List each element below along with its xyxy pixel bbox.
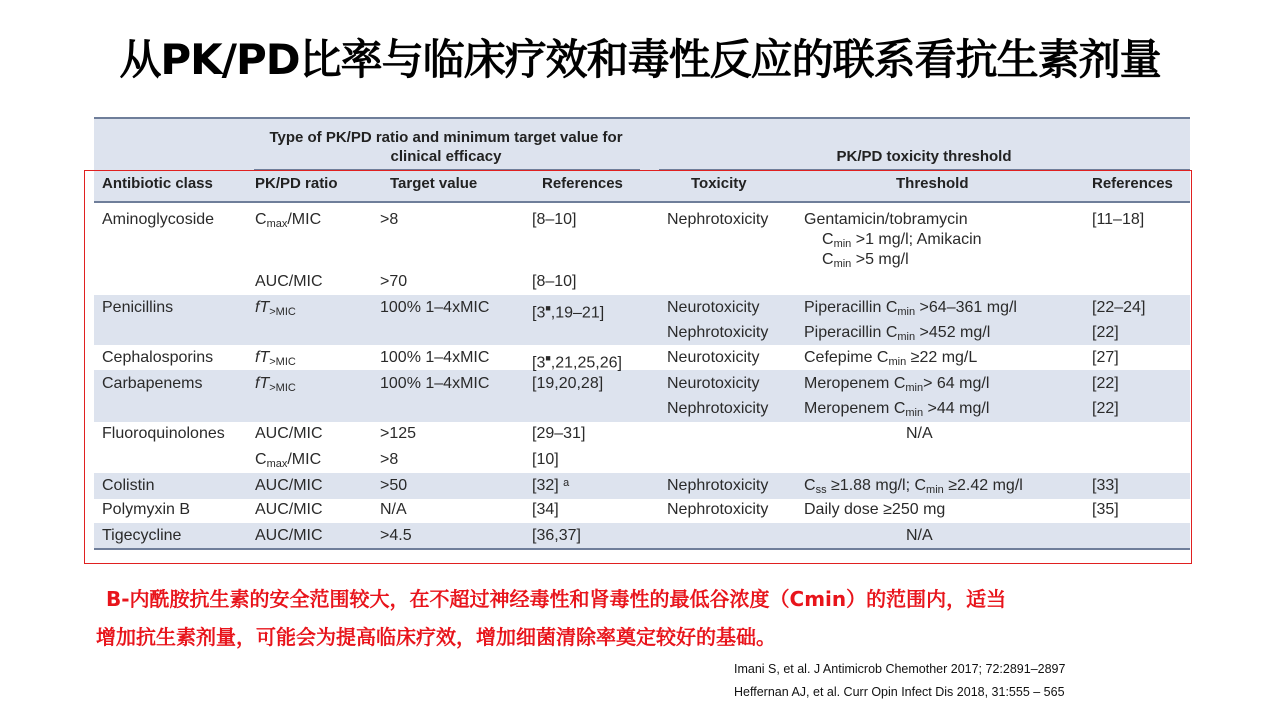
cell-threshold: Piperacillin $C_{min} >452$ mg/l xyxy=(804,324,991,343)
cell-target: >50 xyxy=(380,477,408,494)
cell-toxicity: Neurotoxicity xyxy=(667,299,760,316)
toxicity-group-header: PK/PD toxicity threshold xyxy=(836,148,1012,165)
cell-threshold: Gentamicin/tobramycin xyxy=(804,211,968,228)
cell-refs: [36,37] xyxy=(532,527,581,544)
cell-threshold: Piperacillin $C_{min} >64-361$ mg/l xyxy=(804,299,1017,318)
cell-class: Carbapenems xyxy=(102,375,203,392)
cell-toxicity: Nephrotoxicity xyxy=(667,477,769,494)
cell-target: >4.5 xyxy=(380,527,412,544)
cell-toxicity: Nephrotoxicity xyxy=(667,501,769,518)
cell-refs: [8–10] xyxy=(532,273,577,290)
cell-tox-refs: [22] xyxy=(1092,375,1119,392)
cell-tox-refs: [27] xyxy=(1092,349,1119,366)
cell-class: Penicillins xyxy=(102,299,174,316)
cell-threshold: $C_{min} >5$ mg/l xyxy=(822,251,909,270)
cell-refs: [29–31] xyxy=(532,425,586,442)
cell-threshold: Daily dose ≥250 mg xyxy=(804,501,946,518)
cell-threshold: Meropenem $C_{min}> 64$ mg/l xyxy=(804,375,990,394)
cell-ratio: $fT_{>MIC}$ xyxy=(255,299,296,318)
note-line-1: B-内酰胺抗生素的安全范围较大，在不超过神经毒性和肾毒性的最低谷浓度（Cmin）的范围内，适当 xyxy=(106,587,1007,611)
reference-1: Imani S, et al. J Antimicrob Chemother 2017; 72:2891–2897 xyxy=(734,662,1066,676)
cell-target: N/A xyxy=(380,501,407,518)
header-threshold: Threshold xyxy=(896,175,969,192)
cell-class: Aminoglycoside xyxy=(102,211,215,228)
cell-refs: [3■,19–21] xyxy=(532,303,605,322)
cell-refs: [10] xyxy=(532,451,559,468)
header-references: References xyxy=(542,175,623,192)
cell-ratio: $fT_{>MIC}$ xyxy=(255,349,296,368)
cell-ratio: AUC/MIC xyxy=(255,527,323,544)
cell-refs: [3■,21,25,26] xyxy=(532,353,622,372)
cell-class: Fluoroquinolones xyxy=(102,425,225,442)
cell-toxicity: Nephrotoxicity xyxy=(667,324,769,341)
cell-toxicity: Nephrotoxicity xyxy=(667,400,769,417)
cell-toxicity: Nephrotoxicity xyxy=(667,211,769,228)
cell-target: >8 xyxy=(380,211,399,228)
cell-threshold: Meropenem $C_{min} >44$ mg/l xyxy=(804,400,990,419)
cell-threshold: N/A xyxy=(906,425,933,442)
cell-tox-refs: [11–18] xyxy=(1092,211,1145,228)
cell-toxicity: Neurotoxicity xyxy=(667,375,760,392)
header-pkpd-ratio: PK/PD ratio xyxy=(255,175,338,192)
cell-refs: [19,20,28] xyxy=(532,375,604,392)
header-tox-references: References xyxy=(1092,175,1173,192)
cell-ratio: AUC/MIC xyxy=(255,501,323,518)
cell-target: >8 xyxy=(380,451,399,468)
cell-target: >70 xyxy=(380,273,408,290)
cell-target: 100% 1–4xMIC xyxy=(380,375,490,392)
header-toxicity: Toxicity xyxy=(691,175,747,192)
cell-threshold: $C_{ss} \ge 1.88$ mg/l; $C_{min} \ge 2.42$ mg/l xyxy=(804,477,1023,496)
efficacy-group-header: Type of PK/PD ratio and minimum target value for clinical efficacy xyxy=(269,129,623,165)
reference-2: Heffernan AJ, et al. Curr Opin Infect Dis 2018, 31:555 – 565 xyxy=(734,685,1065,699)
cell-target: 100% 1–4xMIC xyxy=(380,299,490,316)
cell-toxicity: Neurotoxicity xyxy=(667,349,760,366)
header-target-value: Target value xyxy=(390,175,478,192)
cell-ratio: $C_{max}$/MIC xyxy=(255,211,322,230)
cell-target: >125 xyxy=(380,425,417,442)
cell-threshold: $C_{min} >1$ mg/l; Amikacin xyxy=(822,231,982,250)
cell-ratio: $fT_{>MIC}$ xyxy=(255,375,296,394)
cell-ratio: AUC/MIC xyxy=(255,477,323,494)
cell-class: Polymyxin B xyxy=(102,501,191,518)
cell-class: Cephalosporins xyxy=(102,349,214,366)
cell-threshold: Cefepime $C_{min} \ge 22$ mg/L xyxy=(804,349,978,368)
cell-tox-refs: [22] xyxy=(1092,324,1119,341)
cell-tox-refs: [22] xyxy=(1092,400,1119,417)
cell-refs: [8–10] xyxy=(532,211,577,228)
cell-threshold: N/A xyxy=(906,527,933,544)
cell-tox-refs: [22–24] xyxy=(1092,299,1146,316)
cell-ratio: AUC/MIC xyxy=(255,425,323,442)
cell-tox-refs: [35] xyxy=(1092,501,1119,518)
cell-target: 100% 1–4xMIC xyxy=(380,349,490,366)
cell-tox-refs: [33] xyxy=(1092,477,1119,494)
header-antibiotic-class: Antibiotic class xyxy=(102,175,213,192)
cell-ratio: $C_{max}$/MIC xyxy=(255,451,322,470)
slide-title: 从PK/PD比率与临床疗效和毒性反应的联系看抗生素剂量 xyxy=(119,35,1161,84)
cell-refs: [34] xyxy=(532,501,559,518)
cell-class: Colistin xyxy=(102,477,155,494)
cell-refs: [32] ᵃ xyxy=(532,477,570,494)
cell-class: Tigecycline xyxy=(102,527,182,544)
highlight-box xyxy=(84,170,1192,564)
note-line-2: 增加抗生素剂量，可能会为提高临床疗效，增加细菌清除率奠定较好的基础。 xyxy=(96,625,776,649)
cell-ratio: AUC/MIC xyxy=(255,273,323,290)
